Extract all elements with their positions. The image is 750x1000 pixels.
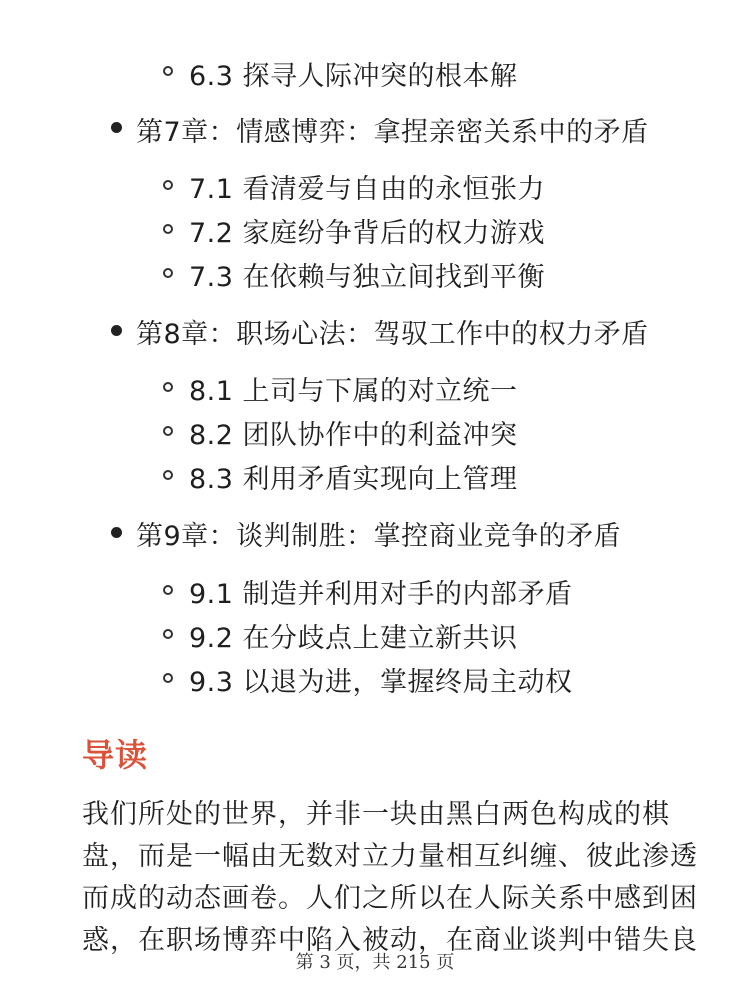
circle-bullet-icon [163, 268, 173, 278]
circle-bullet-icon [163, 673, 173, 683]
toc-chapter-item[interactable]: 第9章：谈判制胜：掌控商业竞争的矛盾 [136, 521, 622, 552]
circle-bullet-icon [163, 426, 173, 436]
section-heading: 导读 [82, 736, 149, 774]
toc-section-item[interactable]: 7.3 在依赖与独立间找到平衡 [189, 262, 546, 293]
circle-bullet-icon [163, 224, 173, 234]
circle-bullet-icon [163, 470, 173, 480]
toc-section-item[interactable]: 7.1 看清爱与自由的永恒张力 [189, 174, 546, 205]
circle-bullet-icon [163, 585, 173, 595]
toc-section-item[interactable]: 9.1 制造并利用对手的内部矛盾 [189, 579, 573, 610]
circle-bullet-icon [163, 629, 173, 639]
page-footer: 第 3 页，共 215 页 [295, 952, 455, 973]
paragraph-line: 盘，而是一幅由无数对立力量相互纠缠、彼此渗透 [82, 841, 698, 872]
circle-bullet-icon [163, 66, 173, 76]
toc-chapter-item[interactable]: 第7章：情感博弈：拿捏亲密关系中的矛盾 [136, 117, 649, 148]
toc-section-item[interactable]: 8.1 上司与下属的对立统一 [189, 376, 518, 407]
toc-section-item[interactable]: 9.2 在分歧点上建立新共识 [189, 623, 518, 654]
paragraph-line: 惑，在职场博弈中陷入被动，在商业谈判中错失良 [82, 925, 698, 956]
disc-bullet-icon [111, 325, 122, 336]
paragraph-line: 我们所处的世界，并非一块由黑白两色构成的棋 [82, 799, 670, 830]
toc-section-item[interactable]: 9.3 以退为进，掌握终局主动权 [189, 667, 573, 698]
toc-section-item[interactable]: 7.2 家庭纷争背后的权力游戏 [189, 218, 546, 249]
toc-section-item[interactable]: 6.3 探寻人际冲突的根本解 [189, 61, 518, 92]
toc-chapter-item[interactable]: 第8章：职场心法：驾驭工作中的权力矛盾 [136, 319, 649, 350]
toc-section-item[interactable]: 8.2 团队协作中的利益冲突 [189, 420, 518, 451]
circle-bullet-icon [163, 180, 173, 190]
toc-section-item[interactable]: 8.3 利用矛盾实现向上管理 [189, 464, 518, 495]
paragraph-line: 而成的动态画卷。人们之所以在人际关系中感到困 [82, 883, 698, 914]
circle-bullet-icon [163, 382, 173, 392]
disc-bullet-icon [111, 122, 122, 133]
disc-bullet-icon [111, 527, 122, 538]
